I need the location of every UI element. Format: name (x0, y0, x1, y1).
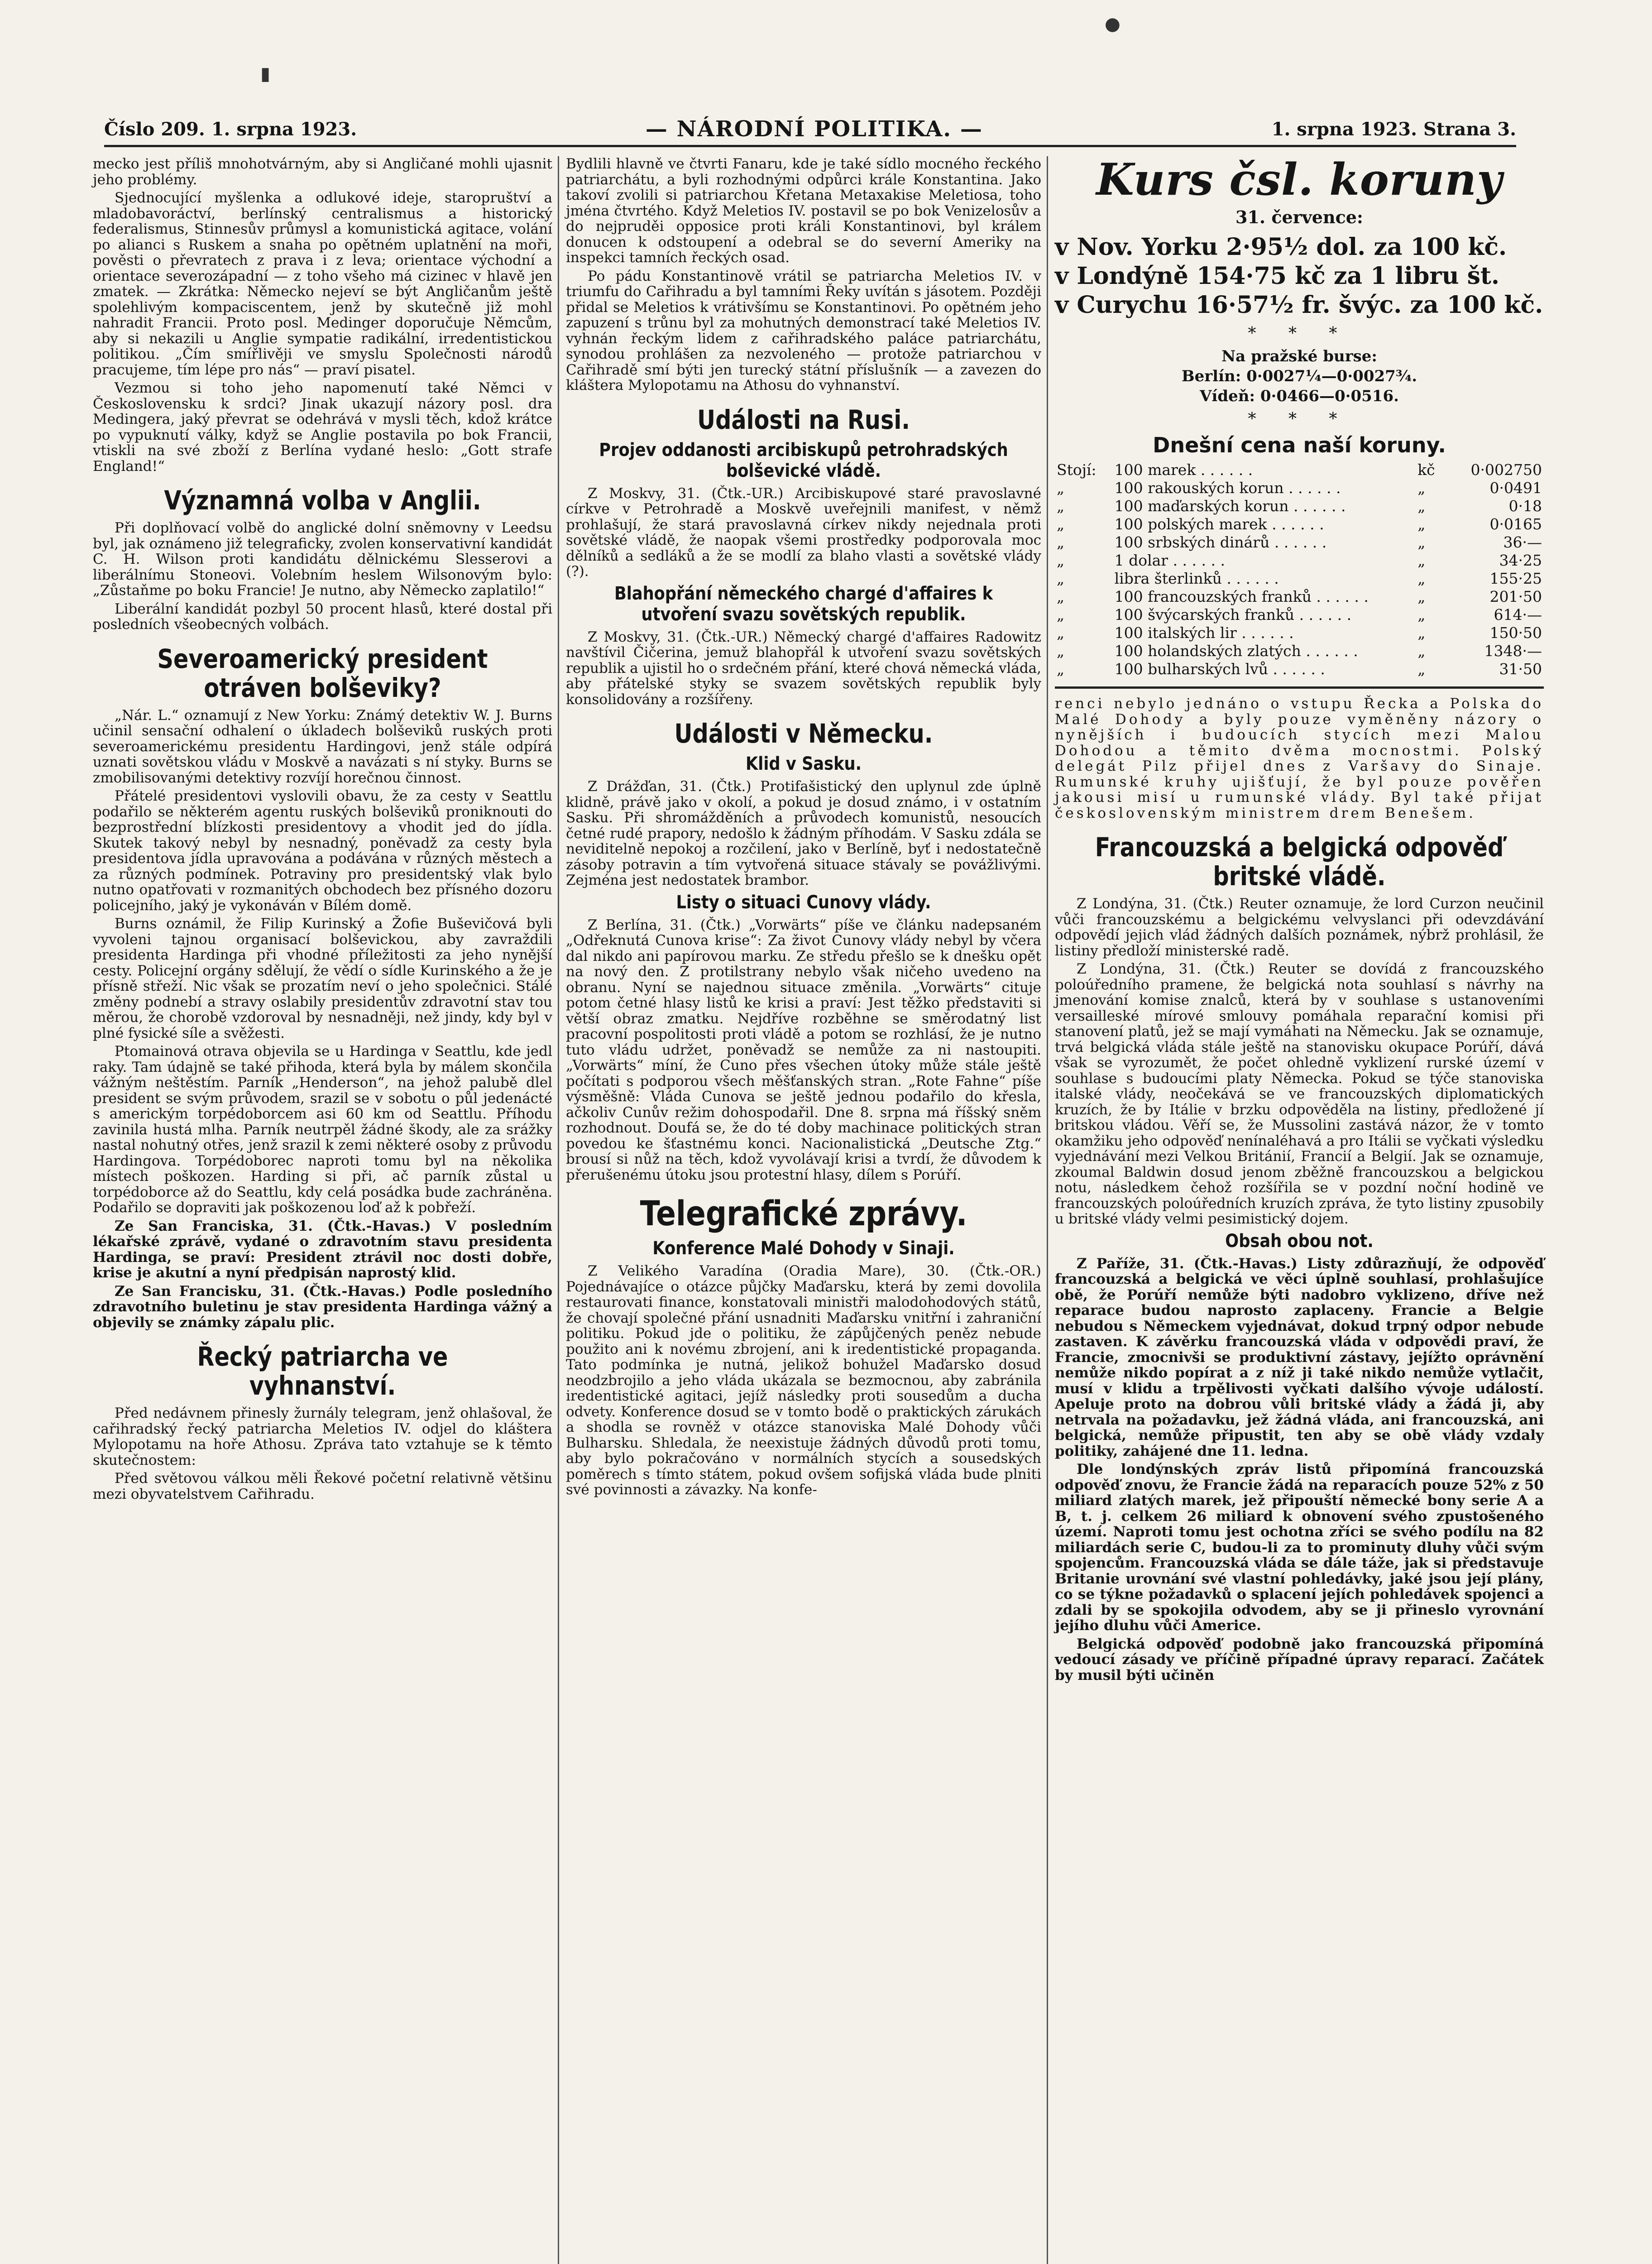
rate-unit: „ (1417, 479, 1426, 497)
kurs-rate-london: v Londýně 154·75 kč za 1 libru št. (1055, 262, 1500, 290)
headline-udalosti-nemecku: Události v Německu. (674, 718, 933, 749)
rate-currency: 1 dolar . . . . . . (1114, 552, 1225, 569)
article-paragraph: Před světovou válkou měli Řekové početní relativně většinu mezi obyvatelstvem Cařihradu. (93, 1470, 552, 1502)
rate-prefix: „ (1057, 570, 1065, 587)
article-paragraph: Před nedávnem přinesly žurnály telegram, jenž ohlašoval, že cařihradský řecký patriarcha Meletios IV. odjel do kláštera Mylopotamu na hoře Athosu. Zpráva tato vztahuje se k těmto skutečnostem: (93, 1405, 552, 1468)
subheadline: Listy o situaci Cunovy vlády. (676, 892, 931, 913)
headline-udalosti-rusi: Události na Rusi. (697, 404, 910, 435)
article-paragraph: „Nár. L.“ oznamují z New Yorku: Známý detektiv W. J. Burns učinil sensační odhalení o úkladech bolševiků ruských proti severoamerickému presidentu Hardingovi, jenž stále odpírá uznati sovětskou vládu v Moskvě a navázati s ní styky. Burns se zmobilisovanými detektivy rozvíjí horečnou činnost. (93, 707, 552, 786)
article-paragraph: Sjednocující myšlenka a odlukové ideje, staropruštví a mladobavoráctví, berlínský centralismus a historický federalismus, Stinnesův průmysl a komunistická agitace, volání po alianci s Ruskem a snaha po opětném uplatnění na moři, pověsti o převratech z prava i z leva; orientace východní a orientace severozápadní — z toho všeho má cizinec v hlavě jen zmatek. — Zkrátka: Německo nejeví se být Angličanům ještě spolehlivým kompaciscentem, jenž by skutečně již mohl nahradit Francii. Proto posl. Medinger doporučuje Němcům, aby si nekazili u Anglie sympatie radikální, irredentistickou politikou. „Čím smířlivěji ve smyslu Společnosti národů pracujeme, tím lépe pro nás“ — praví pisatel. (93, 190, 552, 378)
rate-unit: „ (1417, 497, 1426, 515)
rate-row (1055, 642, 1544, 660)
kurs-rate-newyork: v Nov. Yorku 2·95½ dol. za 100 kč. (1055, 233, 1507, 261)
column-rule (558, 156, 559, 2264)
rate-row (1055, 533, 1544, 552)
rate-unit: „ (1417, 533, 1426, 551)
rate-prefix: „ (1057, 533, 1065, 551)
separator-stars: * * * (1248, 410, 1351, 428)
column-1 (93, 156, 552, 1505)
article-paragraph: Liberální kandidát pozbyl 50 procent hlasů, které dostal při posledních všeobecných volbách. (93, 600, 552, 633)
rate-currency: 100 marek . . . . . . (1114, 461, 1253, 479)
rates-table-title: Dnešní cena naší koruny. (1153, 433, 1446, 457)
headline-recky-patriarcha: Řecký patriarcha ve vyhnanství. (197, 1341, 448, 1401)
rate-row (1055, 479, 1544, 497)
header-page-number: 1. srpna 1923. Strana 3. (1271, 118, 1516, 140)
rate-prefix: „ (1057, 624, 1065, 642)
article-paragraph: Z Moskvy, 31. (Čtk.-UR.) Německý chargé d'affaires Radowitz navštívil Čičerina, jemuž blahopřál k utvoření svazu sovětských republik a ujistil ho o srdečném přání, které chová německá vláda, aby přátelské styky se svazem sovětských republik byly konsolidovány a rozšířeny. (566, 628, 1041, 708)
headline-odpoved-britske-vlade: Francouzská a belgická odpověď britské vládě. (1095, 832, 1504, 892)
rate-value: 0·18 (1508, 497, 1542, 515)
article-paragraph: Ptomainová otrava objevila se u Hardinga v Seattlu, kde jedl raky. Tam údajně se také přihoda, která byla by málem skončila vážným neštěstím. Parník „Henderson“, na jehož palubě dlel president se svým průvodem, srazil se v sobotu o půl jedenácté s americkým torpédoborcem asi 60 km od Seattlu. Příhodu zavinila hustá mlha. Parník neutrpěl žádné škody, ale za srážky nastal nohutný otřes, jenž srazil k zemi některé osoby z průvodu Hardingova. Torpédoborec naproti tomu byl na několika místech poškozen. Harding si při, ač parník zůstal u torpédoborce až do Seattlu, kdy celá posádka bude zachráněna. Podařilo se dopraviti jak poškozenou loď až k pobřeží. (93, 1043, 552, 1216)
rate-currency: 100 rakouských korun . . . . . . (1114, 479, 1341, 497)
rate-prefix: „ (1057, 515, 1065, 533)
rate-unit: „ (1417, 570, 1426, 587)
article-paragraph: Dle londýnských zpráv listů připomíná francouzská odpověď znovu, že Francie žádá na reparacích pouze 52% z 50 miliard zlatých marek, jež připouští německé bony serie A a B, t. j. celkem 26 miliard k obnovení svého zpustošeného území. Naproti tomu jest ochotna zříci se svého podílu na 82 miliardách serie C, budou-li za to prominuty dluhy vůči svým spojencům. Francouzská vláda se dále táže, jak si představuje Britanie urovnání své vlastní pohledávky, jaké jsou její plány, co se týkne požadavků o splacení jejích pohledávek spojenci a zdali by se spokojila odvodem, aby se ji přineslo vyrovnání jejího dluhu vůči Americe. (1055, 1461, 1544, 1634)
rate-value: 201·50 (1489, 588, 1542, 605)
rate-currency: 100 francouzských franků . . . . . . (1114, 588, 1369, 605)
rate-unit: „ (1417, 624, 1426, 642)
rate-row (1055, 552, 1544, 570)
rate-prefix: „ (1057, 552, 1065, 569)
rate-row (1055, 606, 1544, 624)
rate-currency: libra šterlinků . . . . . . (1114, 570, 1279, 587)
article-paragraph: Přátelé presidentovi vyslovili obavu, že za cesty v Seattlu podařilo se některém agentu ruských bolševiků proniknouti do bezprostřední blízkosti presidentovy a vhodit jed do jídla. Skutek takový nebyl by nesnadný, poněvadž za cesty byla presidentova jídla upravována a podávána v různých městech a za různých podmínek. Potraviny pro presidentský vlak bylo nutno opatřovati v rozmanitých obchodech bez přísného dozoru policejního, jaký je vykonáván v Bílém domě. (93, 788, 552, 914)
bourse-heading: Na pražské burse: (1221, 347, 1377, 365)
rate-unit: „ (1417, 552, 1426, 569)
rate-prefix: „ (1057, 588, 1065, 605)
print-mark: ▮ (260, 63, 271, 84)
rate-value: 155·25 (1489, 570, 1542, 587)
rate-currency: 100 bulharských lvů . . . . . . (1114, 660, 1325, 678)
header-issue-date: Číslo 209. 1. srpna 1923. (104, 118, 357, 140)
column-rule (1047, 156, 1048, 2264)
rate-prefix: „ (1057, 660, 1065, 678)
separator-stars: * * * (1248, 324, 1351, 343)
headline-volba-anglii: Významná volba v Anglii. (164, 485, 481, 516)
rate-unit: „ (1417, 606, 1426, 624)
rate-currency: 100 polských marek . . . . . . (1114, 515, 1324, 533)
article-paragraph: Ze San Francisku, 31. (Čtk.-Havas.) Podle posledního zdravotního buletinu je stav presidenta Hardinga vážný a objevily se známky zápalu plic. (93, 1283, 552, 1331)
rate-row (1055, 624, 1544, 642)
subheadline: Projev oddanosti arcibiskupů petrohradských bolševické vládě. (599, 439, 1008, 481)
rate-value: 0·0165 (1489, 515, 1542, 533)
rate-prefix: „ (1057, 606, 1065, 624)
rate-row (1055, 497, 1544, 515)
article-paragraph: Z Londýna, 31. (Čtk.) Reuter oznamuje, že lord Curzon neučinil vůči francouzskému a belgickému velvyslanci při odevzdávání odpovědí jejich vlád žádných dalších poznámek, nýbrž prohlásil, že listiny předloží ministerské radě. (1055, 896, 1544, 959)
rate-row (1055, 660, 1544, 678)
kurs-title: Kurs čsl. koruny (1096, 154, 1503, 205)
rate-unit: „ (1417, 588, 1426, 605)
article-paragraph: Z Londýna, 31. (Čtk.) Reuter se dovídá z francouzského poloúředního pramene, že belgická nota souhlasí s návrhy na jmenování komise znalců, která by v souhlase s ustanoveními versailleské mírové smlouvy pomáhala reparační komisi při stanovení platů, jež se mají vymáhati na Německu. Jak se oznamuje, trvá belgická vláda stále ještě na stanovisku okupace Porúří, dává však se vyrozumět, že počet ohledně vyklizení rurské území v souhlase s budoucími platy Německa. Pokud se týče stanoviska italské vlády, neočekává se ve francouzských diplomatických kruzích, že by Itálie v brzku odpověděla na listiny, předložené jí britskou vládou. Věří se, že Mussolini zastává názor, že v tomto okamžiku jeho odpověď nenínaléhavá a pro Itálii se vyčkati výsledku vyjednávání mezi Velkou Británií, Francií a Belgií. Jak se oznamuje, zkoumal Baldwin dosud jenom zběžně francouzskou a belgickou notu, následkem čehož rozšířila se v pozdní noční hodině ve francouzských poloúředních kruzích zpráva, že tyto listiny zpusobily u britské vlády velmi pesimistický dojem. (1055, 961, 1544, 1227)
rate-row (1055, 515, 1544, 533)
headline-telegraficke-zpravy: Telegrafické zprávy. (640, 1193, 967, 1233)
rate-value: 1348·— (1484, 642, 1542, 660)
rate-unit: „ (1417, 642, 1426, 660)
kurs-rate-zurich: v Curychu 16·57½ fr. švýc. za 100 kč. (1055, 291, 1543, 319)
rate-currency: 100 švýcarských franků . . . . . . (1114, 606, 1352, 624)
rate-value: 34·25 (1499, 552, 1542, 569)
rate-prefix: „ (1057, 642, 1065, 660)
rate-value: 0·002750 (1470, 461, 1542, 479)
rate-currency: 100 italských lir . . . . . . (1114, 624, 1294, 642)
rate-value: 0·0491 (1489, 479, 1542, 497)
rate-row (1055, 570, 1544, 588)
rate-value: 36·— (1503, 533, 1542, 551)
article-paragraph: Po pádu Konstantinově vrátil se patriarcha Meletios IV. v triumfu do Cařihradu a byl tamními Řeky uvítán s jásotem. Později přidal se Meletios k vrátivšímu se Konstantinovi. Po opětném jeho zapuzení s trůnu byl za mohutných demonstrací také Meletios IV. vyhnán řeckým lidem z cařihradského paláce patriarchátu, synodou prohlášen za nezvoleného — protože patriarchou v Cařihradě smí býti jen turecký státní příslušník — a zavezen do kláštera Mylopotamu na Athosu do vyhnanství. (566, 268, 1041, 393)
article-paragraph: Bydlili hlavně ve čtvrti Fanaru, kde je také sídlo mocného řeckého patriarchátu, a byli rozhodnými odpůrci krále Konstantina. Jako takoví zvolili si patriarchou Křetana Metaxakise Meletiosa, toho jména čtvrtého. Když Meletios IV. postavil se po bok Venizelosův a do nejpruděi opposice proti králi Konstantinovi, byl králem donucen k odstoupení a odebral se do severní Ameriky na inspekci tamních řeckých osad. (566, 156, 1041, 266)
article-paragraph: mecko jest příliš mnohotvárným, aby si Angličané mohli ujasnit jeho problémy. (93, 156, 552, 188)
rate-unit: „ (1417, 515, 1426, 533)
article-paragraph: Z Drážďan, 31. (Čtk.) Protifašistický den uplynul zde úplně klidně, právě jako v okolí, a pokud je dosud známo, i v ostatním Sasku. Při shromážděních a průvodech komunistů, nesoucích četné rudé prapory, nedošlo k žádným příhodám. V Sasku zdála se neviditelně nepokoj a rozčilení, jako v Berlíně, byť i nedostatečně zásoby potravin a tím vytvořená situace stávaly se povážlivými. Zejména jest nedostatek brambor. (566, 778, 1041, 888)
article-paragraph: Z Paříže, 31. (Čtk.-Havas.) Listy zdůrazňují, že odpověď francouzská a belgická ve věci úplně souhlasí, prohlašujíce obě, že Porúří nemůže býti nadobro vyklizeno, dříve než reparace budou naprosto zaplaceny. Francie a Belgie nebudou s Německem vyjednávat, dokud trpný odpor nebude zastaven. K závěrku francouzská vláda v odpovědi praví, že Francie, zmocnivši se produktivní zástavy, jejížto oprávnění nemůže nikdo popírat a z níž ji také nikdo nemůže vytlačit, musí v klidu a trpělivosti vyčkati dalšího vývoje událostí. Apeluje proto na dobrou vůli britské vlády a žádá ji, aby netrvala na požadavku, jež žádná vláda, ani francouzská, ani belgická, nemůže připustit, ten aby se obě vlády vzdaly politiky, zahájené dne 11. ledna. (1055, 1255, 1544, 1459)
article-paragraph: renci nebylo jednáno o vstupu Řecka a Polska do Malé Dohody a byly pouze vyměněny názory o nynějších i budoucích stycích mezi Malou Dohodou a těmito dvěma mocnostmi. Polský delegát Pilz přijel dnes z Varšavy do Sinaje. Rumunské kruhy ujišťují, že byl pouze pověřen jakousi misí u rumunské vlády. Byl také přijat československým ministrem drem Benešem. (1055, 696, 1544, 821)
article-paragraph: Z Berlína, 31. (Čtk.) „Vorwärts“ píše ve článku nadepsaném „Odřeknutá Cunova krise“: Za život Cunovy vlády nebyl by včera dal nikdo ani papírovou marku. Ze středu přešlo se k dnešku opět na nový den. Z protilstrany nebylo však ničeho uvedeno na obranu. Nyní se najednou situace změnila. „Vorwärts“ cituje potom četné hlasy listů ke krisi a praví: Jest těžko představiti si větší obraz zmatku. Nejdříve rozběhne se směrodatný list pracovní pospolitosti proti vládě a potom se rozhlásí, že je nutno tuto vládu udržet, poněvadž se nemůže za ni nastoupiti. „Vorwärts“ míní, že Cuno přes všechen útoky může stále ještě počítati s podporou všech měšťanských stran. „Rote Fahne“ píše výsměšně: Vláda Cunova se ještě jednou podařilo do křesla, ačkoliv Cunův režim dohospodařil. Dne 8. srpna má říšský sněm rozhodnout. Doufá se, že do té doby machinace politických stran povedou ke šťastnému konci. Nacionalistická „Deutsche Ztg.“ brousí si nůž na těch, kdož vyvolávají krisi a tvrdí, že důvodem k přerušenému útoku jsou protestní hlasy, dílem s Porúří. (566, 916, 1041, 1183)
rate-row (1055, 588, 1544, 606)
subheadline: Obsah obou not. (1225, 1230, 1374, 1252)
subheadline: Konference Malé Dohody v Sinaji. (652, 1238, 955, 1259)
rate-unit: „ (1417, 660, 1426, 678)
bourse-berlin: Berlín: 0·0027¼—0·0027¾. (1181, 367, 1417, 385)
rate-currency: 100 maďarských korun . . . . . . (1114, 497, 1346, 515)
masthead-title: — NÁRODNÍ POLITIKA. — (645, 116, 983, 142)
article-paragraph: Z Moskvy, 31. (Čtk.-UR.) Arcibiskupové staré pravoslavné církve v Petrohradě a Moskvě uveřejnili manifest, v němž prohlašují, že stará pravoslavná církev nikdy nejednala proti sovětské vládě, že naopak všemi prostředky podporovala moc dělníků a sedláků a že se modlí za blaho vlasti a sovětské vlády (?). (566, 485, 1041, 580)
article-paragraph: Ze San Franciska, 31. (Čtk.-Havas.) V posledním lékařské zprávě, vydané o zdravotním stavu presidenta Hardinga, se praví: President ztrávil noc dosti dobře, krise je akutní a nyní předpisán naprostý klid. (93, 1218, 552, 1281)
article-paragraph: Belgická odpověď podobně jako francouzská připomíná vedoucí zásady ve příčině případné úpravy reparací. Začátek by musil býti učiněn (1055, 1636, 1544, 1684)
headline-president-otraven: Severoamerický president otráven bolševiky? (157, 643, 488, 703)
rate-unit: kč (1417, 461, 1435, 479)
bourse-vienna: Vídeň: 0·0466—0·0516. (1200, 387, 1399, 405)
rate-value: 614·— (1494, 606, 1542, 624)
rate-row (1055, 461, 1544, 479)
kurs-date: 31. července: (1235, 207, 1363, 227)
page-header (104, 113, 1516, 147)
rate-value: 150·50 (1489, 624, 1542, 642)
rate-currency: 100 srbských dinárů . . . . . . (1114, 533, 1327, 551)
article-paragraph: Z Velikého Varadína (Oradia Mare), 30. (Čtk.-OR.) Pojednávajíce o otázce půjčky Maďarsku, která by zemi dovolila restaurovati finance, konstatovali ministři malodohodových států, že chovají společné přání usnadniti Maďarsku vnitřní i zahraniční politiku. Pokud jde o politiku, že zápůjčených peněz nebude použito ani k novému zbrojení, ani k iredentistické propaganda. Tato podmínka je nutná, jelikož bohužel Maďarsko dosud neodzbrojilo a jeho vláda ukázala se bezmocnou, aby zabránila iredentistické agitaci, jejíž následky proti sousedům a ducha odvety. Konference dosud se v tomto bodě o praktických zárukách a shodla se rovněž v otázce stanoviska Malé Dohody vůči Bulharsku. Shledala, že neexistuje žádných důvodů proti tomu, aby bylo pokračováno v normálních stycích a sousedských poměrech s tímto státem, pokud ovšem sofijská vláda bude plniti své povinnosti a závazky. Na konfe- (566, 1263, 1041, 1498)
rate-prefix: „ (1057, 479, 1065, 497)
column-3 (1055, 156, 1544, 1686)
article-paragraph: Burns oznámil, že Filip Kurinský a Žofie Buševičová byli vyvoleni tajnou organisací bolševickou, aby zavraždili presidenta Hardinga při vhodné příležitosti za jeho nynější cesty. Policejní orgány sdělují, že vědí o sídle Kurinského a že je přísně střeží. Nic však se prozatím neví o jeho společnici. Stálé změny podnebí a stravy oslabily presidentův zdravotní stav tou měrou, že chorobě vzdoroval by nesnadněji, než jindy, kdy byl v plné fysické síle a svěžesti. (93, 916, 552, 1041)
subheadline: Klid v Sasku. (746, 753, 862, 774)
column-2 (566, 156, 1041, 1501)
rate-prefix: Stojí: (1057, 461, 1097, 479)
rate-prefix: „ (1057, 497, 1065, 515)
rate-currency: 100 holandských zlatých . . . . . . (1114, 642, 1358, 660)
print-mark: ● (1105, 14, 1120, 34)
exchange-rate-box (1055, 156, 1544, 689)
rate-value: 31·50 (1499, 660, 1542, 678)
subheadline: Blahopřání německého chargé d'affaires k utvoření svazu sovětských republik. (614, 583, 993, 625)
rates-table (1055, 461, 1544, 678)
article-paragraph: Vezmou si toho jeho napomenutí také Němci v Československu k srdci? Jinak ukazují názory posl. dra Medingera, jaký převrat se odehrává v mysli těch, kdož krátce po vypuknutí války, když se Anglie postavila po bok Francii, vtiskli na své zboží z Berlína vydané heslo: „Gott strafe England!“ (93, 380, 552, 475)
article-paragraph: Při doplňovací volbě do anglické dolní sněmovny v Leedsu byl, jak oznámeno již telegraficky, zvolen konservativní kandidát C. H. Wilson proti kandidátu dělnickému Slesserovi a liberálnímu Stoneovi. Volebním heslem Wilsonovým bylo: „Zůstaňme po boku Francie! Je nutno, aby Německo zaplatilo!“ (93, 520, 552, 599)
